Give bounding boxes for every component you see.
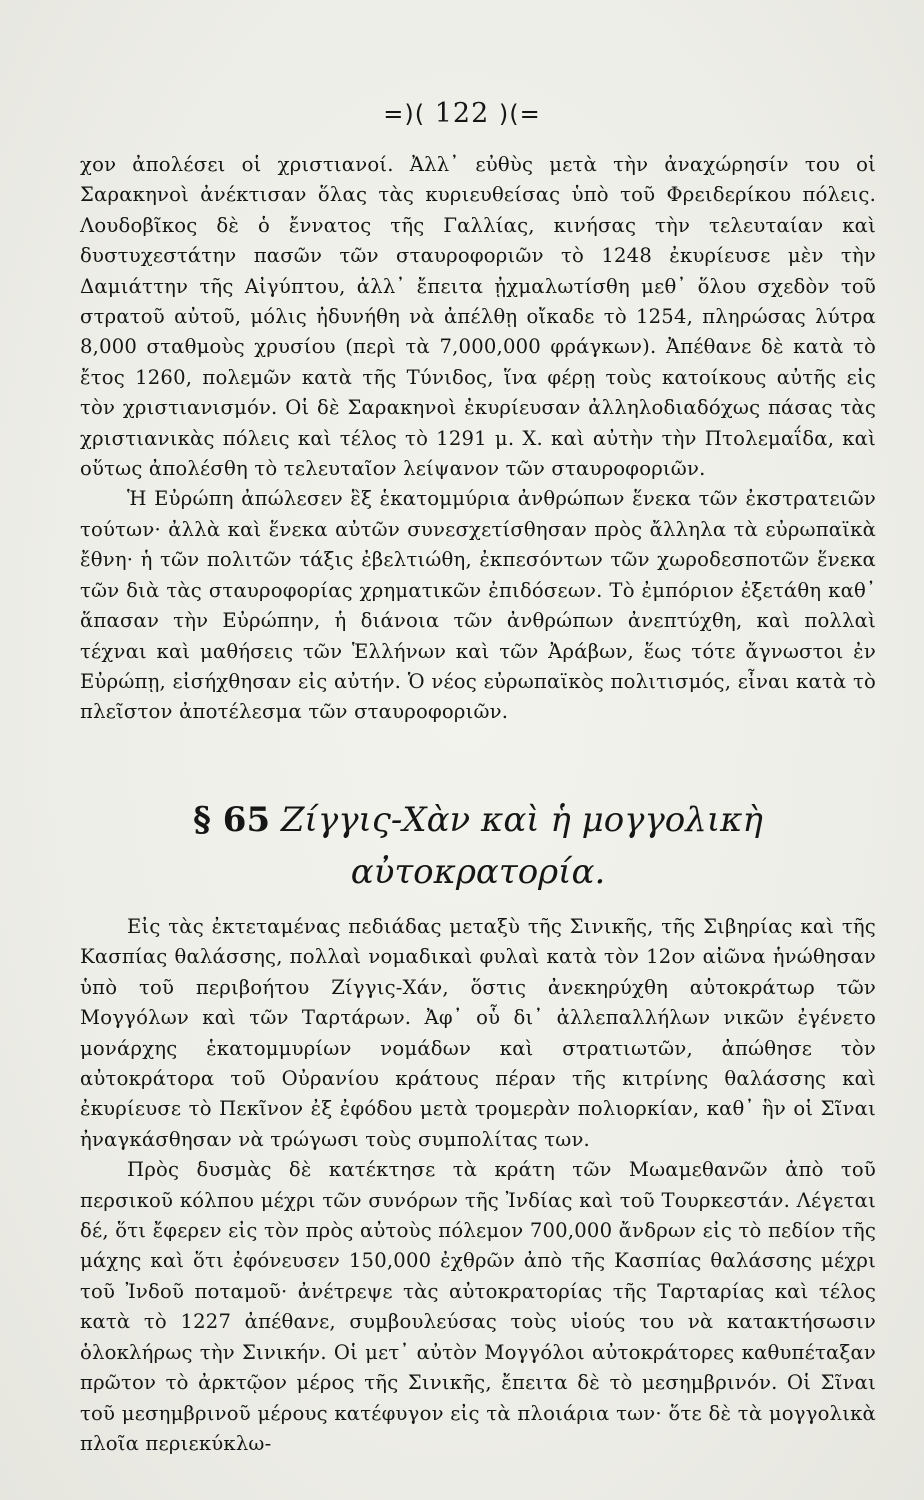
page-number: 122 <box>434 98 490 129</box>
body-text-top <box>80 150 876 728</box>
body-text-bottom <box>80 912 876 1459</box>
section-title-line-2: αὐτοκρατορία. <box>350 852 606 892</box>
paragraph-conquests: Πρὸς δυσμὰς δὲ κατέκτησε τὰ κράτη τῶν Μωαμεθανῶν ἀπὸ τοῦ περσικοῦ κόλπου μέχρι τῶν συνόρων τῆς Ἰνδίας καὶ τοῦ Τουρκεστάν. Λέγεται δέ, ὅτι ἔφερεν εἰς τὸν πρὸς αὐτοὺς πόλεμον 700,000 ἄνδρων εἰς τὸ πεδίον τῆς μάχης καὶ ὅτι ἐφόνευσεν 150,000 ἐχθρῶν ἀπὸ τῆς Κασπίας θαλάσσης μέχρι τοῦ Ἰνδοῦ ποταμοῦ· ἀνέτρεψε τὰς αὐτοκρατορίας τῆς Ταρταρίας καὶ τέλος κατὰ τὸ 1227 ἀπέθανε, συμβουλεύσας τοὺς υἱούς του νὰ κατακτήσωσιν ὁλοκλήρως τὴν Σινικήν. Οἱ μετ᾽ αὐτὸν Μογγόλοι αὐτοκράτορες καθυπέταξαν πρῶτον τὸ ἀρκτῷον μέρος τῆς Σινικῆς, ἔπειτα δὲ τὸ μεσημβρινόν. Οἱ Σῖναι τοῦ μεσημβρινοῦ μέρους κατέφυγον εἰς τὰ πλοιάρια των· ὅτε δὲ τὰ μογγολικὰ πλοῖα περιεκύκλω- <box>80 1158 876 1455</box>
right-ornament: )(= <box>498 100 541 128</box>
section-title-line-1: Ζίγγις-Χὰν καὶ ἡ μογγολικὴ <box>280 800 763 840</box>
paragraph-crusades-effects: Ἡ Εὐρώπη ἀπώλεσεν ἓξ ἑκατομμύρια ἀνθρώπων ἕνεκα τῶν ἐκστρατειῶν τούτων· ἀλλὰ καὶ ἕνεκα αὐτῶν συνεσχετίσθησαν πρὸς ἄλληλα τὰ εὐρωπαϊκὰ ἔθνη· ἡ τῶν πολιτῶν τάξις ἐβελτιώθη, ἐκπεσόντων τῶν χωροδεσποτῶν ἕνεκα τῶν διὰ τὰς σταυροφορίας χρηματικῶν ἐπιδόσεων. Τὸ ἐμπόριον ἐξετάθη καθ᾽ ἅπασαν τὴν Εὐρώπην, ἡ διάνοια τῶν ἀνθρώπων ἀνεπτύχθη, καὶ πολλαὶ τέχναι καὶ μαθήσεις τῶν Ἑλλήνων καὶ τῶν Ἀράβων, ἕως τότε ἄγνωστοι ἐν Εὐρώπῃ, εἰσήχθησαν εἰς αὐτήν. Ὁ νέος εὐρωπαϊκὸς πολιτισμός, εἶναι κατὰ τὸ πλεῖστον ἀποτέλεσμα τῶν σταυροφοριῶν. <box>80 487 876 724</box>
paragraph-genghis-khan: Εἰς τὰς ἐκτεταμένας πεδιάδας μεταξὺ τῆς Σινικῆς, τῆς Σιβηρίας καὶ τῆς Κασπίας θαλάσσης, πολλαὶ νομαδικαὶ φυλαὶ κατὰ τὸν 12ον αἰῶνα ἡνώθησαν ὑπὸ τοῦ περιβοήτου Ζίγγις-Χάν, ὅστις ἀνεκηρύχθη αὐτοκράτωρ τῶν Μογγόλων καὶ τῶν Ταρτάρων. Ἀφ᾽ οὗ δι᾽ ἀλλεπαλλήλων νικῶν ἐγένετο μονάρχης ἑκατομμυρίων νομάδων καὶ στρατιωτῶν, ἀπώθησε τὸν αὐτοκράτορα τοῦ Οὐρανίου κράτους πέραν τῆς κιτρίνης θαλάσσης καὶ ἐκυρίευσε τὸ Πεκῖνον ἐξ ἐφόδου μετὰ τρομερὰν πολιορκίαν, καθ᾽ ἣν οἱ Σῖναι ἠναγκάσθησαν νὰ τρώγωσι τοὺς συμπολίτας των. <box>80 915 876 1151</box>
section-number: § 65 <box>193 800 271 840</box>
section-heading <box>80 794 876 898</box>
paragraph-continuation: χον ἀπολέσει οἱ χριστιανοί. Ἀλλ᾽ εὐθὺς μετὰ τὴν ἀναχώρησίν του οἱ Σαρακηνοὶ ἀνέκτισαν ὅλας τὰς κυριευθείσας ὑπὸ τοῦ Φρειδερίκου πόλεις. Λουδοβῖκος δὲ ὁ ἔννατος τῆς Γαλλίας, κινήσας τὴν τελευταίαν καὶ δυστυχεστάτην πασῶν τῶν σταυροφοριῶν τὸ 1248 ἐκυρίευσε μὲν τὴν Δαμιάττην τῆς Αἰγύπτου, ἀλλ᾽ ἔπειτα ᾐχμαλωτίσθη μεθ᾽ ὅλου σχεδὸν τοῦ στρατοῦ αὐτοῦ, μόλις ἠδυνήθη νὰ ἀπέλθῃ οἴκαδε τὸ 1254, πληρώσας λύτρα 8,000 σταθμοὺς χρυσίου (περὶ τὰ 7,000,000 φράγκων). Ἀπέθανε δὲ κατὰ τὸ ἔτος 1260, πολεμῶν κατὰ τῆς Τύνιδος, ἵνα φέρῃ τοὺς κατοίκους αὐτῆς εἰς τὸν χριστιανισμόν. Οἱ δὲ Σαρακηνοὶ ἐκυρίευσαν ἀλληλοδιαδόχως πάσας τὰς χριστιανικὰς πόλεις καὶ τέλος τὸ 1291 μ. Χ. καὶ αὐτὴν τὴν Πτολεμαΐδα, καὶ οὕτως ἀπολέσθη τὸ τελευταῖον λείψανον τῶν σταυροφοριῶν. <box>80 153 876 481</box>
running-head <box>0 96 924 132</box>
left-ornament: =)( <box>383 100 426 128</box>
